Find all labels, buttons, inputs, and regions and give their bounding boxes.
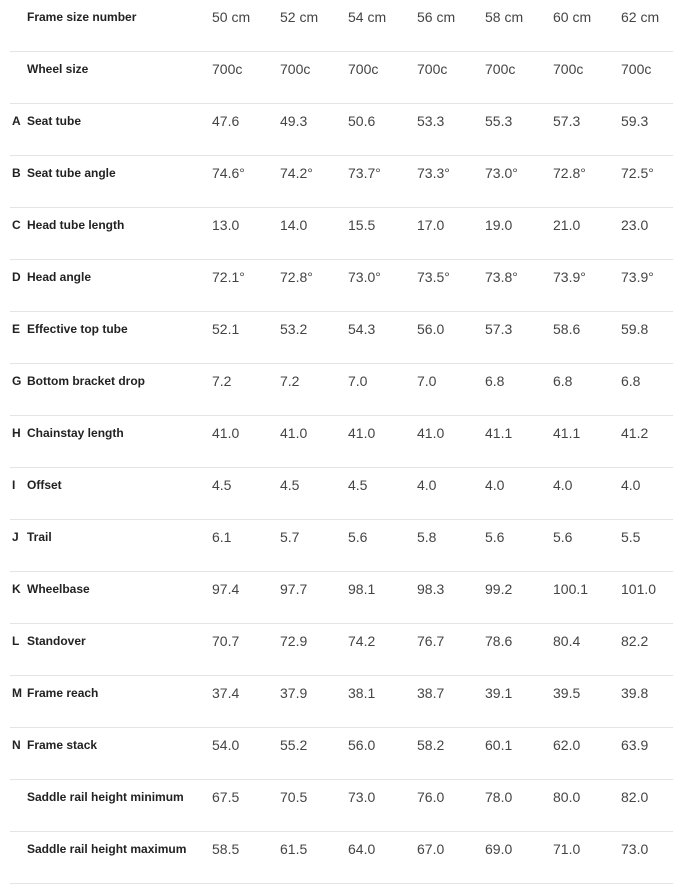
table-cell: 56.0 [348,737,376,753]
table-cell: 72.8° [280,269,313,285]
table-cell: 57.3 [485,321,513,337]
table-row [0,624,673,676]
row-label: Bottom bracket drop [27,374,146,388]
table-cell: 53.2 [280,321,308,337]
table-cell: 73.7° [348,165,381,181]
table-cell: 78.0 [485,789,513,805]
table-cell: 72.1° [212,269,245,285]
row-letter: M [12,686,22,700]
table-cell: 47.6 [212,113,240,129]
table-cell: 82.0 [621,789,649,805]
table-cell: 6.8 [553,373,573,389]
table-cell: 61.5 [280,841,308,857]
table-cell: 74.2° [280,165,313,181]
row-letter: G [12,374,22,388]
table-cell: 72.9 [280,633,308,649]
table-cell: 4.0 [553,477,573,493]
table-row [0,260,673,312]
table-cell: 53.3 [417,113,445,129]
table-cell: 80.4 [553,633,581,649]
table-cell: 54.0 [212,737,240,753]
table-row [0,104,673,156]
row-label: Head tube length [27,218,125,232]
row-label: Trail [27,530,52,544]
table-row [0,416,673,468]
table-cell: 80.0 [553,789,581,805]
table-cell: 700c [348,61,379,77]
row-label: Frame reach [27,686,99,700]
table-cell: 41.1 [553,425,581,441]
table-cell: 39.1 [485,685,513,701]
row-label: Frame size number [27,10,137,24]
table-row [0,156,673,208]
table-cell: 37.4 [212,685,240,701]
table-cell: 7.0 [348,373,368,389]
table-cell: 76.0 [417,789,445,805]
table-cell: 73.9° [553,269,586,285]
table-cell: 60 cm [553,9,592,25]
table-cell: 5.7 [280,529,300,545]
table-cell: 73.8° [485,269,518,285]
table-cell: 54 cm [348,9,387,25]
table-cell: 97.7 [280,581,308,597]
table-cell: 5.8 [417,529,437,545]
table-cell: 73.0° [348,269,381,285]
row-letter: K [12,582,21,596]
table-cell: 57.3 [553,113,581,129]
table-cell: 4.0 [621,477,641,493]
row-letter: A [12,114,21,128]
table-cell: 58.5 [212,841,240,857]
table-cell: 7.0 [417,373,437,389]
table-cell: 76.7 [417,633,445,649]
row-label: Head angle [27,270,92,284]
table-cell: 50.6 [348,113,376,129]
table-cell: 98.3 [417,581,445,597]
table-row [0,572,673,624]
row-label: Wheel size [27,62,89,76]
table-row [0,312,673,364]
table-cell: 62 cm [621,9,660,25]
table-cell: 5.6 [553,529,573,545]
table-cell: 73.5° [417,269,450,285]
row-letter: E [12,322,21,336]
table-cell: 55.2 [280,737,308,753]
table-cell: 6.8 [485,373,505,389]
table-row [0,0,673,52]
table-cell: 55.3 [485,113,513,129]
table-cell: 6.1 [212,529,232,545]
table-cell: 52 cm [280,9,319,25]
row-label: Frame stack [27,738,98,752]
table-cell: 67.5 [212,789,240,805]
table-row [0,468,673,520]
table-cell: 101.0 [621,581,657,597]
table-row [0,728,673,780]
row-label: Saddle rail height minimum [27,790,184,804]
table-cell: 71.0 [553,841,581,857]
table-cell: 41.0 [212,425,240,441]
table-cell: 73.3° [417,165,450,181]
table-cell: 23.0 [621,217,649,233]
table-cell: 39.5 [553,685,581,701]
row-letter [12,0,26,52]
row-letter: B [12,166,21,180]
table-row [0,780,673,832]
table-cell: 49.3 [280,113,308,129]
table-row [0,364,673,416]
table-cell: 5.5 [621,529,641,545]
table-cell: 4.5 [348,477,368,493]
table-cell: 63.9 [621,737,649,753]
table-cell: 7.2 [280,373,300,389]
row-label: Wheelbase [27,582,90,596]
table-cell: 13.0 [212,217,240,233]
table-cell: 37.9 [280,685,308,701]
table-cell: 19.0 [485,217,513,233]
table-cell: 69.0 [485,841,513,857]
table-cell: 100.1 [553,581,589,597]
row-letter [12,52,26,104]
table-cell: 4.0 [417,477,437,493]
table-cell: 64.0 [348,841,376,857]
table-cell: 41.0 [417,425,445,441]
row-label: Standover [27,634,86,648]
table-cell: 58 cm [485,9,524,25]
table-cell: 52.1 [212,321,240,337]
table-cell: 59.8 [621,321,649,337]
table-cell: 41.0 [348,425,376,441]
table-cell: 38.7 [417,685,445,701]
table-row [0,520,673,572]
table-cell: 6.8 [621,373,641,389]
table-cell: 700c [212,61,243,77]
table-row [0,676,673,728]
table-cell: 54.3 [348,321,376,337]
row-label: Seat tube [27,114,82,128]
table-cell: 60.1 [485,737,513,753]
table-cell: 5.6 [348,529,368,545]
row-label: Offset [27,478,62,492]
table-cell: 73.0 [621,841,649,857]
table-cell: 58.6 [553,321,581,337]
table-cell: 39.8 [621,685,649,701]
table-cell: 74.6° [212,165,245,181]
table-cell: 4.0 [485,477,505,493]
row-letter: C [12,218,21,232]
table-cell: 59.3 [621,113,649,129]
table-cell: 41.0 [280,425,308,441]
table-cell: 58.2 [417,737,445,753]
table-cell: 7.2 [212,373,232,389]
table-cell: 50 cm [212,9,251,25]
table-cell: 4.5 [212,477,232,493]
table-cell: 56 cm [417,9,456,25]
row-letter: D [12,270,21,284]
row-letter: H [12,426,21,440]
table-cell: 700c [621,61,652,77]
table-cell: 82.2 [621,633,649,649]
row-label: Saddle rail height maximum [27,842,187,856]
table-cell: 56.0 [417,321,445,337]
table-cell: 14.0 [280,217,308,233]
table-cell: 700c [485,61,516,77]
table-cell: 70.7 [212,633,240,649]
table-cell: 17.0 [417,217,445,233]
table-cell: 38.1 [348,685,376,701]
row-letter: J [12,530,19,544]
row-letter [12,780,26,832]
row-letter: N [12,738,21,752]
table-cell: 62.0 [553,737,581,753]
table-cell: 15.5 [348,217,376,233]
table-row [0,208,673,260]
table-cell: 21.0 [553,217,581,233]
row-letter [12,832,26,884]
table-cell: 72.5° [621,165,654,181]
row-label: Seat tube angle [27,166,116,180]
table-cell: 4.5 [280,477,300,493]
row-letter: L [12,634,20,648]
table-cell: 74.2 [348,633,376,649]
table-cell: 70.5 [280,789,308,805]
row-label: Effective top tube [27,322,128,336]
table-cell: 73.0 [348,789,376,805]
table-cell: 700c [417,61,448,77]
table-cell: 73.9° [621,269,654,285]
row-label: Chainstay length [27,426,124,440]
table-cell: 97.4 [212,581,240,597]
row-letter: I [12,478,16,492]
table-cell: 700c [553,61,584,77]
table-cell: 700c [280,61,311,77]
table-cell: 67.0 [417,841,445,857]
table-cell: 98.1 [348,581,376,597]
table-cell: 41.2 [621,425,649,441]
table-cell: 41.1 [485,425,513,441]
table-row [0,832,673,884]
table-cell: 5.6 [485,529,505,545]
table-cell: 78.6 [485,633,513,649]
table-cell: 73.0° [485,165,518,181]
table-row [0,52,673,104]
table-cell: 99.2 [485,581,513,597]
table-cell: 72.8° [553,165,586,181]
